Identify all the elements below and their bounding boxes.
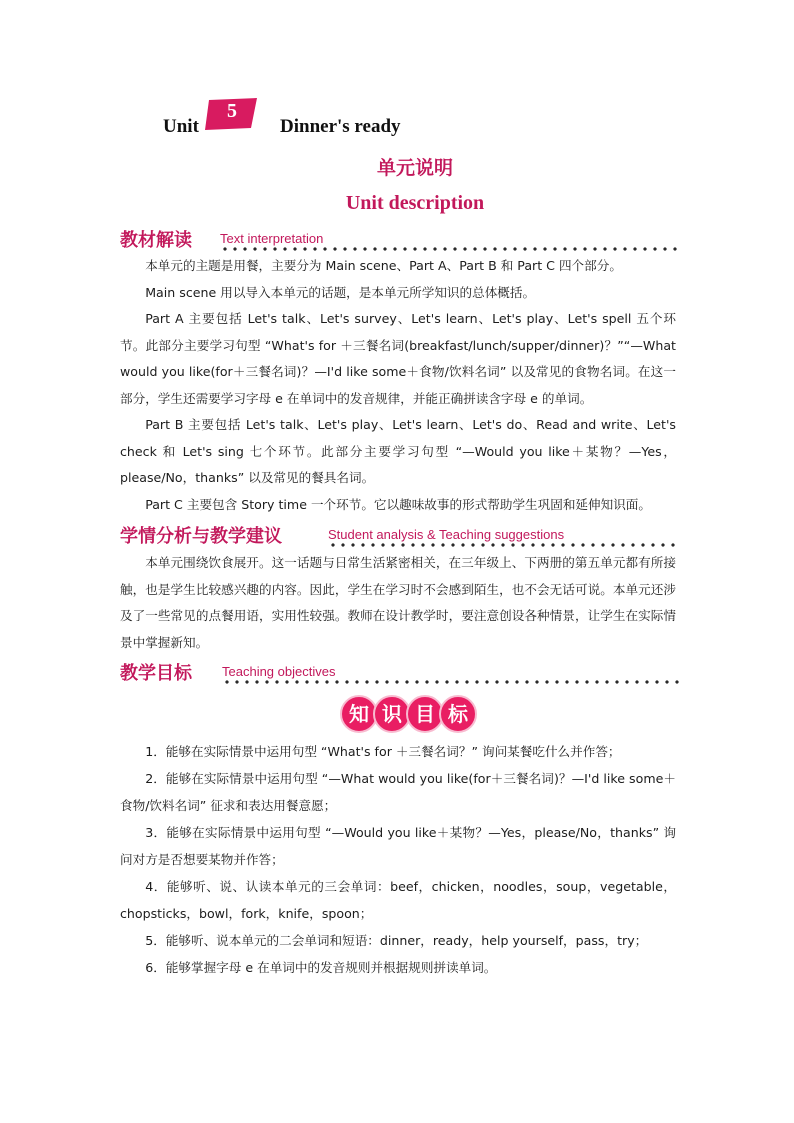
dotted-divider bbox=[328, 542, 680, 548]
list-item: 5．能够听、说本单元的二会单词和短语：dinner，ready，help yourself，pass，try； bbox=[145, 933, 648, 948]
knowledge-goal-badge bbox=[339, 694, 479, 734]
section-heading-teaching-objectives bbox=[120, 659, 680, 685]
section-title-cn: 学情分析与教学建议 bbox=[120, 526, 282, 547]
list-item: 6．能够掌握字母 e 在单词中的发音规则并根据规则拼读单词。 bbox=[145, 960, 497, 975]
unit-header bbox=[163, 98, 563, 138]
goal-char: 识 bbox=[382, 702, 402, 726]
paragraph: Main scene 用以导入本单元的话题，是本单元所学知识的总体概括。 bbox=[145, 284, 536, 300]
unit-word: Unit bbox=[163, 116, 199, 137]
list-item: 2．能够在实际情景中运用句型 “—What would you like(for＋三餐名词)？—I'd like some＋食物/饮料名词” 征求和表达用餐意愿； bbox=[120, 771, 676, 813]
knowledge-goal-chars bbox=[339, 694, 479, 734]
unit-number: 5 bbox=[227, 100, 237, 122]
goal-char: 知 bbox=[349, 702, 369, 726]
section-title-en: Teaching objectives bbox=[222, 664, 336, 679]
unit-number-badge bbox=[205, 98, 259, 130]
objectives-list bbox=[120, 738, 676, 981]
paragraph: Part A 主要包括 Let's talk、Let's survey、Let's learn、Let's play、Let's spell 五个环节。此部分主要学习句型 “What's for ＋三餐名词(breakfast/lunch/supper/dinner)？”“—What would you like(for＋三餐名词)？—I'd like some＋食物/饮料名词” 以及常见的食物名词。在这一部分，学生还需要学习字母 e 在单词中的发音规律，并能正确拼读含字母 e 的单词。 bbox=[120, 311, 676, 406]
student-analysis-body bbox=[120, 550, 676, 656]
paragraph: 本单元围绕饮食展开。这一话题与日常生活紧密相关，在三年级上、下两册的第五单元都有所接触，也是学生比较感兴趣的内容。因此，学生在学习时不会感到陌生，也不会无话可说。本单元还涉及了一些常见的点餐用语，实用性较强。教师在设计教学时，要注意创设各种情景，让学生在实际情景中掌握新知。 bbox=[120, 555, 676, 650]
paragraph: Part B 主要包括 Let's talk、Let's play、Let's learn、Let's do、Read and write、Let's check 和 Let's sing 七个环节。此部分主要学习句型 “—Would you like＋某物？—Yes，please/No，thanks” 以及常见的餐具名词。 bbox=[120, 417, 676, 485]
paragraph: 本单元的主题是用餐，主要分为 Main scene、Part A、Part B 和 Part C 四个部分。 bbox=[145, 258, 622, 273]
paragraph: Part C 主要包含 Story time 一个环节。它以趣味故事的形式帮助学生巩固和延伸知识面。 bbox=[145, 496, 651, 512]
section-title-cn: 教材解读 bbox=[120, 230, 192, 251]
list-item: 3．能够在实际情景中运用句型 “—Would you like＋某物？—Yes，please/No，thanks” 询问对方是否想要某物并作答； bbox=[120, 825, 676, 867]
goal-char: 标 bbox=[448, 702, 468, 726]
dotted-divider bbox=[220, 246, 680, 252]
page-title-cn: 单元说明 bbox=[376, 157, 453, 179]
section-heading-text-interpretation bbox=[120, 226, 680, 252]
section-title-cn: 教学目标 bbox=[120, 663, 192, 684]
page-title-en: Unit description bbox=[345, 192, 485, 214]
dotted-divider bbox=[222, 679, 680, 685]
goal-char: 目 bbox=[415, 702, 435, 726]
section-title-en: Text interpretation bbox=[220, 231, 324, 246]
list-item: 1．能够在实际情景中运用句型 “What's for ＋三餐名词？” 询问某餐吃什么并作答； bbox=[145, 744, 621, 759]
section-heading-student-analysis bbox=[120, 522, 680, 548]
unit-title: Dinner's ready bbox=[280, 116, 401, 137]
list-item: 4．能够听、说、认读本单元的三会单词：beef，chicken，noodles，soup，vegetable，chopsticks，bowl，fork，knife，spoon； bbox=[120, 879, 676, 921]
section-title-en: Student analysis & Teaching suggestions bbox=[328, 527, 565, 542]
text-interpretation-body bbox=[120, 253, 676, 518]
